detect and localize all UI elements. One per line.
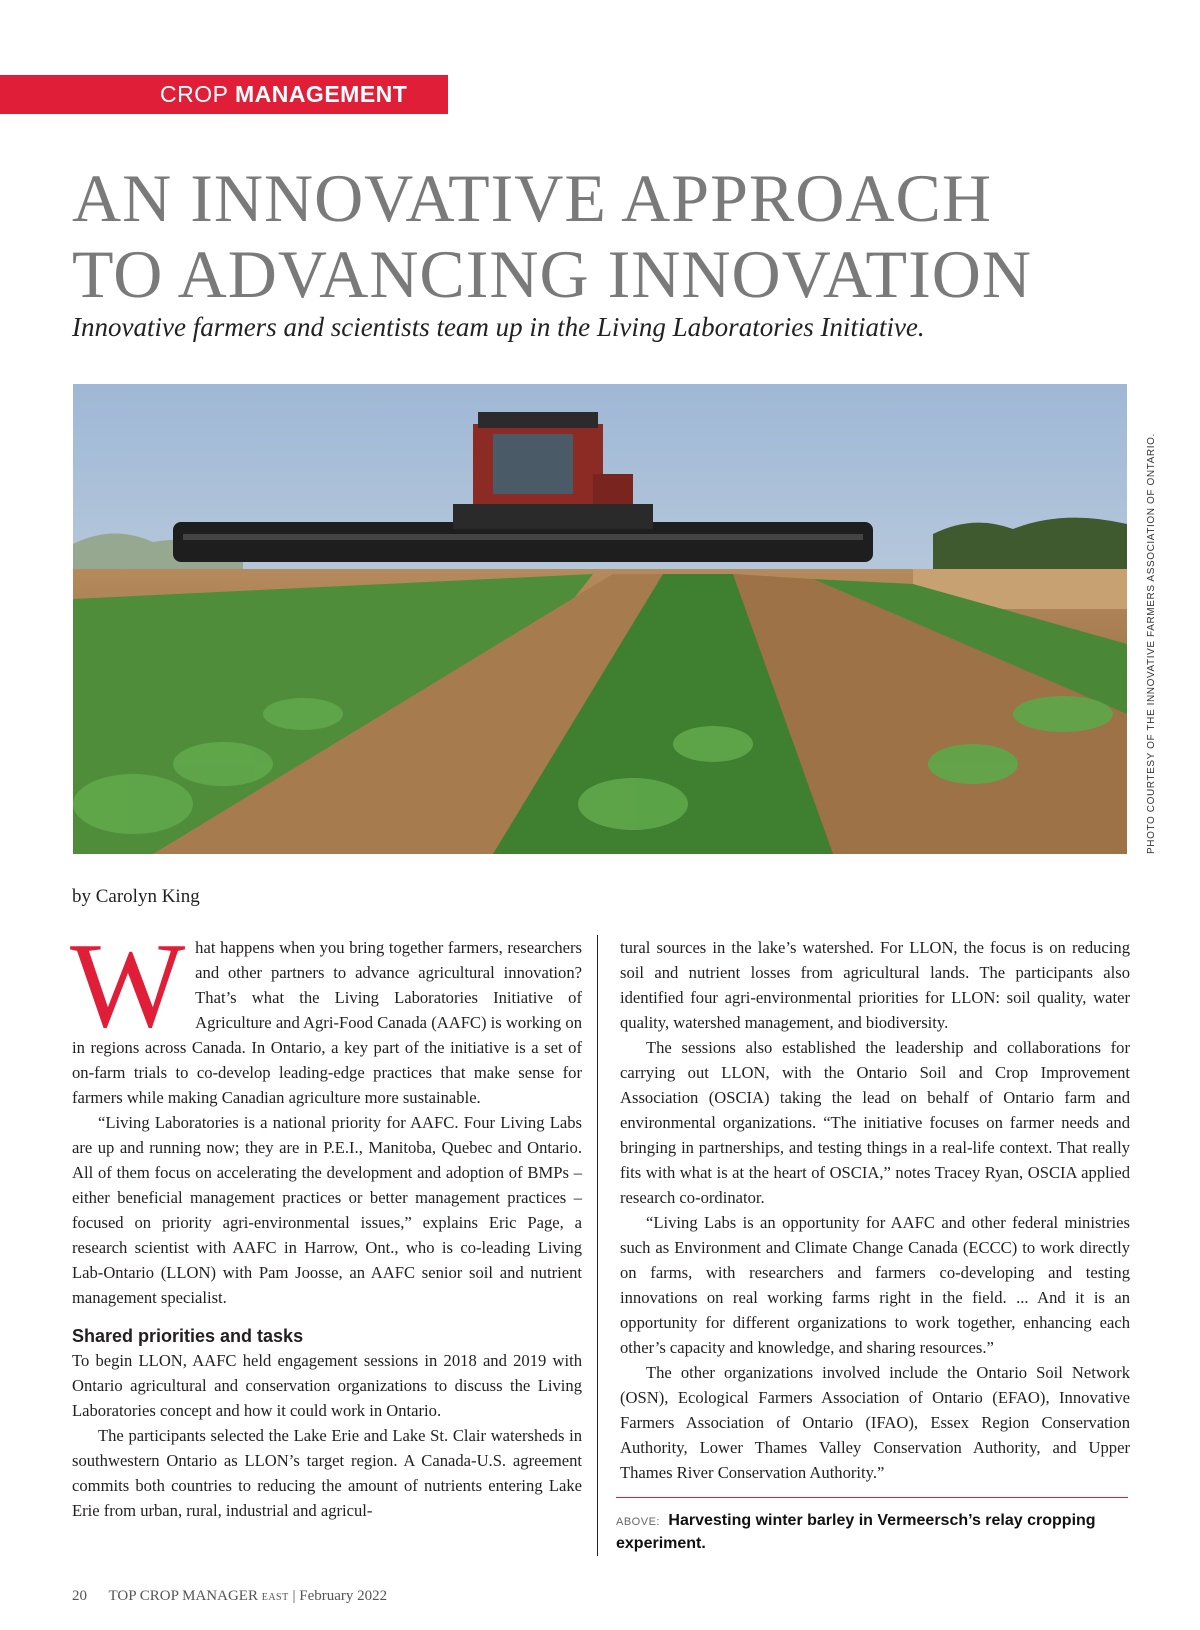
deck-subtitle: Innovative farmers and scientists team up in the Living Laboratories Initiative. <box>72 312 925 342</box>
magazine-edition: EAST <box>261 1592 289 1603</box>
headline-line-1: AN INNOVATIVE APPROACH <box>72 160 992 236</box>
subhead: Shared priorities and tasks <box>72 1326 304 1346</box>
byline: by Carolyn King <box>72 886 200 907</box>
section-label <box>0 75 448 114</box>
body-paragraph: The participants selected the Lake Erie and Lake St. Clair watersheds in southwestern Ontario as LLON’s target region. A Canada-U.S. agreement commits both countries to reducing the amount of nutrients entering Lake Erie from urban, rural, industrial and agricul- <box>72 1426 582 1520</box>
photo-caption <box>616 1510 1128 1554</box>
drop-cap: W <box>70 918 186 1053</box>
section-label-light: CROP <box>160 81 229 107</box>
body-paragraph-text: hat happens when you bring together farmers, researchers and other partners to advance agricultural innovation? That’s what the Living Laboratories Initiative of Agriculture and Agri-Food Canada (AAFC) is working on in regions across Canada. In Ontario, a key part of the initiative is a set of on-farm trials to co-develop leading-edge practices that make sense for farmers while making Canadian agriculture more sustainable. <box>72 938 582 1107</box>
headline-line-2: TO ADVANCING INNOVATION <box>72 236 1032 312</box>
column-divider <box>597 935 598 1556</box>
body-paragraph: “Living Laboratories is a national priority for AAFC. Four Living Labs are up and running now; they are in P.E.I., Manitoba, Quebec and Ontario. All of them focus on accelerating the development and adoption of BMPs – either beneficial management practices or better management practices – focused on priority agri-environmental issues,” explains Eric Page, a research scientist with AAFC in Harrow, Ont., who is co-leading Living Lab-Ontario (LLON) with Pam Joosse, an AAFC senior soil and nutrient management specialist. <box>72 1113 582 1307</box>
caption-label: ABOVE: <box>616 1516 660 1528</box>
footer-separator: | <box>292 1588 296 1604</box>
body-column-left <box>70 918 582 1523</box>
body-paragraph: To begin LLON, AAFC held engagement sessions in 2018 and 2019 with Ontario agricultural and conservation organizations to discuss the Living Laboratories concept and how it could work in Ontario. <box>72 1351 582 1420</box>
harvest-photo <box>73 384 1127 854</box>
page-number: 20 <box>72 1588 87 1604</box>
photo-credit: PHOTO COURTESY OF THE INNOVATIVE FARMERS ASSOCIATION OF ONTARIO. <box>1146 433 1157 854</box>
section-label-bold: MANAGEMENT <box>234 81 408 107</box>
body-paragraph <box>70 918 582 1110</box>
magazine-name: TOP CROP MANAGER <box>108 1588 258 1604</box>
harvest-illustration <box>73 384 1127 854</box>
headline <box>72 160 1162 312</box>
caption-rule <box>616 1497 1128 1498</box>
body-paragraph: The other organizations involved include the Ontario Soil Network (OSN), Ecological Farmers Association of Ontario (EFAO), Innovative Farmers Association of Ontario (IFAO), Essex Region Conservation Authority, Lower Thames Valley Conservation Authority, and Upper Thames River Conservation Authority.” <box>620 1363 1130 1482</box>
issue-date: February 2022 <box>299 1588 388 1604</box>
caption-text: Harvesting winter barley in Vermeersch’s relay cropping experiment. <box>616 1512 1096 1552</box>
body-column-right <box>620 935 1130 1485</box>
body-paragraph: The sessions also established the leadership and collaborations for carrying out LLON, with the Ontario Soil and Crop Improvement Association (OSCIA) taking the lead on behalf of Ontario farm and environmental organizations. “The initiative focuses on farmer needs and bringing in partnerships, and testing things in a real-life context. That really fits with what is at the heart of OSCIA,” notes Tracey Ryan, OSCIA applied research co-ordinator. <box>620 1038 1130 1207</box>
page-footer <box>72 1588 387 1605</box>
body-paragraph: tural sources in the lake’s watershed. For LLON, the focus is on reducing soil and nutrient losses from agricultural lands. The participants also identified four agri-environmental priorities for LLON: soil quality, water quality, watershed management, and biodiversity. <box>620 938 1130 1032</box>
body-paragraph: “Living Labs is an opportunity for AAFC and other federal ministries such as Environment and Climate Change Canada (ECCC) to work directly on farms, with researchers and farmers co-developing and testing innovations on real working farms right in the field. ... And it is an opportunity for different organizations to work together, enhancing each other’s capacity and knowledge, and sharing resources.” <box>620 1213 1130 1357</box>
